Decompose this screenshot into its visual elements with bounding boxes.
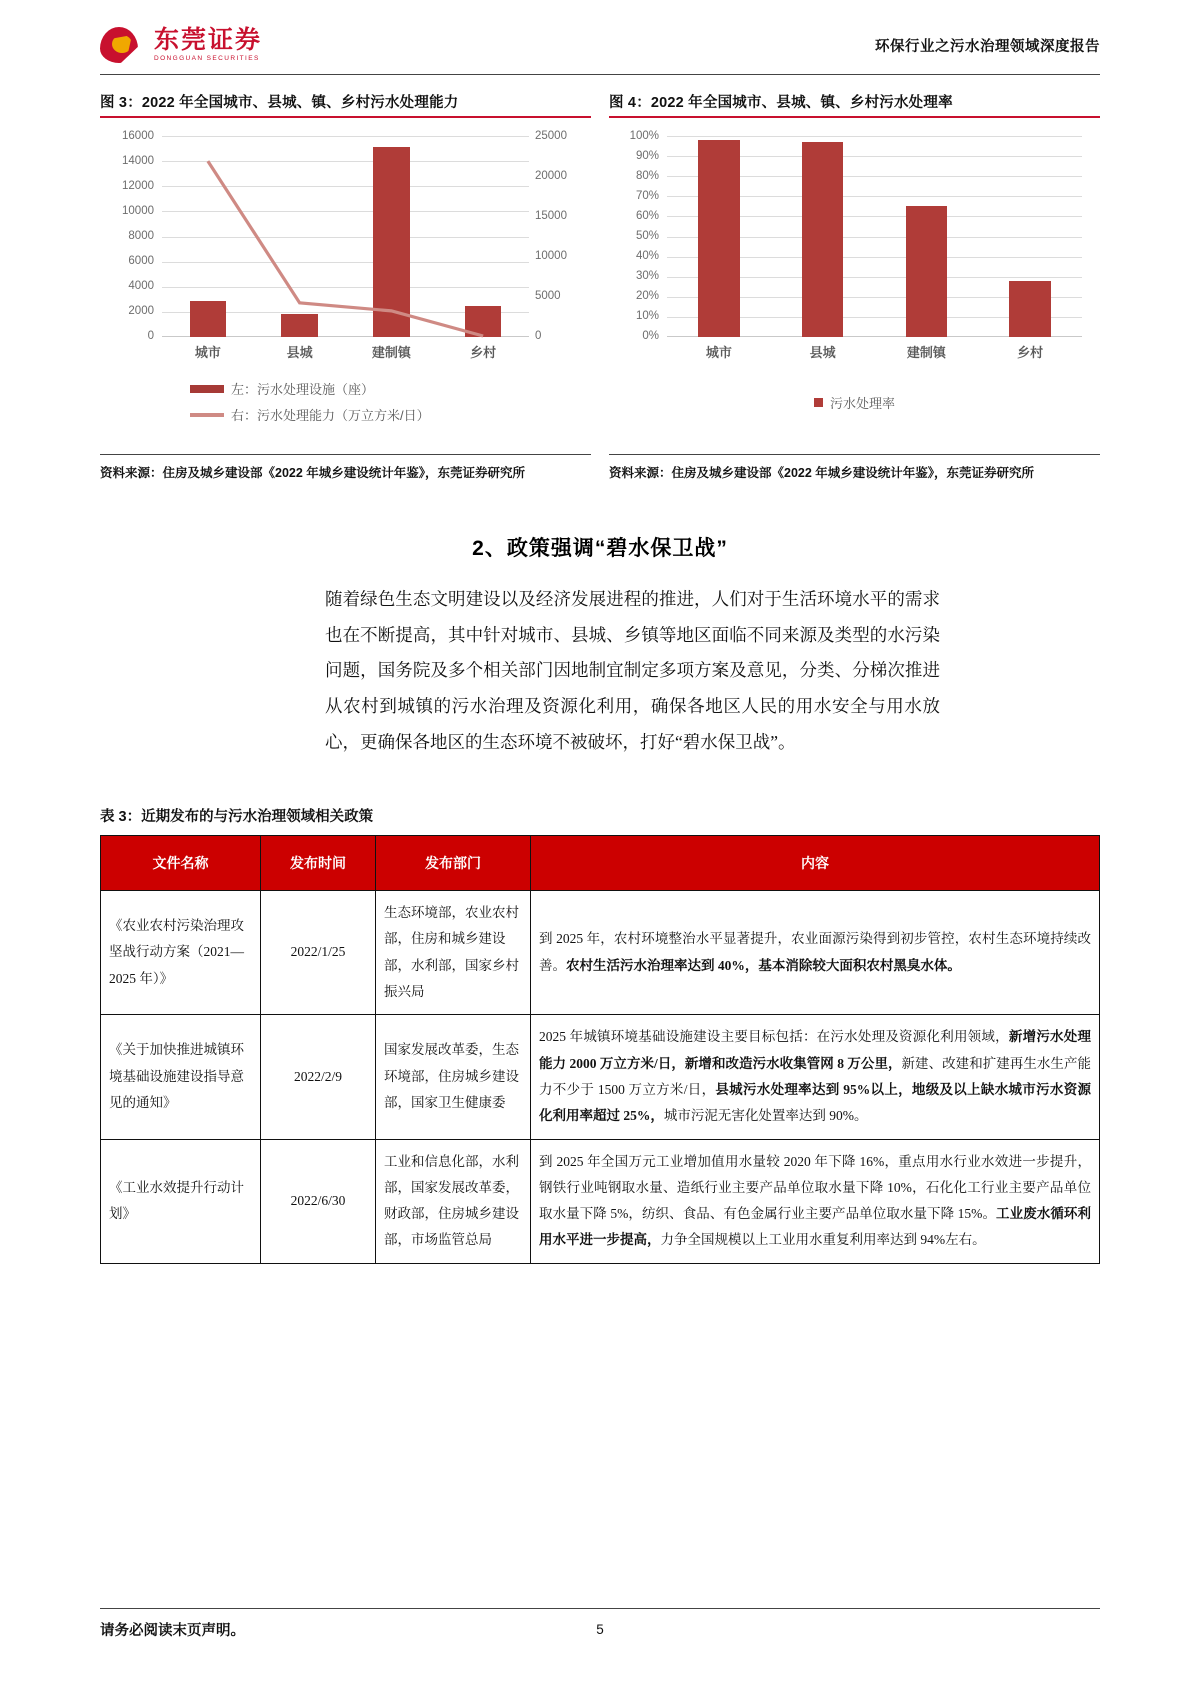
content-emphasis: 农村生活污水治理率达到 40%，基本消除较大面积农村黑臭水体。 bbox=[566, 957, 961, 973]
chart3-ytick: 12000 bbox=[122, 180, 154, 192]
col-header-date: 发布时间 bbox=[261, 836, 376, 891]
figure-3-body bbox=[100, 118, 591, 448]
legend-label: 污水处理率 bbox=[829, 396, 895, 411]
content-text: 到 2025 年，农村环境整治水平显著提升，农业面源污染得到初步管控，农村生态环境持续改善。 bbox=[539, 931, 1091, 973]
chart3-y2tick: 15000 bbox=[535, 210, 567, 222]
xtick-label: 城市 bbox=[705, 345, 732, 360]
chart3-plot bbox=[162, 136, 529, 337]
bar-城市 bbox=[698, 140, 740, 337]
chart3-y2tick: 25000 bbox=[535, 130, 567, 142]
legend-swatch-bar-icon bbox=[190, 385, 224, 393]
page-header bbox=[100, 0, 1100, 72]
chart-3 bbox=[104, 128, 587, 363]
legend-label: 左：污水处理设施（座） bbox=[231, 382, 375, 397]
table-row bbox=[101, 1015, 1100, 1139]
logo-name-en: DONGGUAN SECURITIES bbox=[154, 54, 260, 62]
chart3-y2tick: 0 bbox=[535, 330, 542, 342]
chart4-ytick: 10% bbox=[635, 310, 659, 322]
chart3-legend bbox=[104, 379, 587, 424]
content-text: 城市污泥无害化处置率达到 90%。 bbox=[663, 1108, 868, 1124]
col-header-name: 文件名称 bbox=[101, 836, 261, 891]
xtick-label: 乡村 bbox=[1017, 345, 1044, 360]
chart3-ytick: 10000 bbox=[122, 205, 154, 217]
section-heading: 2、政策强调“碧水保卫战” bbox=[472, 536, 728, 560]
xtick-label: 城市 bbox=[194, 345, 221, 360]
table-row bbox=[101, 1139, 1100, 1263]
cell-file-name: 《工业水效提升行动计划》 bbox=[101, 1139, 261, 1263]
logo-mark-icon bbox=[100, 25, 146, 65]
xtick-label: 县城 bbox=[809, 345, 836, 360]
cell-publish-date: 2022/2/9 bbox=[261, 1015, 376, 1139]
content-text: 2025 年城镇环境基础设施建设主要目标包括：在污水处理及资源化利用领域， bbox=[539, 1029, 1009, 1045]
page-number: 5 bbox=[596, 1622, 604, 1637]
table-row bbox=[101, 891, 1100, 1015]
chart3-y2tick: 10000 bbox=[535, 250, 567, 262]
chart4-ytick: 40% bbox=[635, 250, 659, 262]
chart-4 bbox=[613, 128, 1096, 363]
bar-乡村 bbox=[1009, 281, 1051, 337]
figure-4-body bbox=[609, 118, 1100, 448]
chart3-y2tick: 20000 bbox=[535, 170, 567, 182]
chart4-ytick: 50% bbox=[635, 230, 659, 242]
content-emphasis: 工业废水循环利用水平进一步提高， bbox=[539, 1206, 1091, 1248]
chart3-ytick: 8000 bbox=[128, 230, 154, 242]
chart3-ytick: 14000 bbox=[122, 155, 154, 167]
logo-name-cn: 东莞证券 bbox=[154, 26, 263, 54]
chart4-ytick: 70% bbox=[635, 190, 659, 202]
legend-item-facilities bbox=[190, 379, 374, 398]
content-emphasis: 县城污水处理率达到 95%以上，地级及以上缺水城市污水资源化利用率超过 25%， bbox=[539, 1081, 1091, 1124]
chart4-bars bbox=[667, 136, 1082, 337]
cell-publish-date: 2022/6/30 bbox=[261, 1139, 376, 1263]
col-header-dept: 发布部门 bbox=[376, 836, 531, 891]
figure-3-source: 资料来源：住房及城乡建设部《2022 年城乡建设统计年鉴》，东莞证券研究所 bbox=[100, 454, 591, 484]
footer-disclaimer: 请务必阅读末页声明。 bbox=[100, 1623, 245, 1639]
chart4-xaxis bbox=[667, 342, 1082, 361]
col-header-content: 内容 bbox=[531, 836, 1100, 891]
xtick-label: 建制镇 bbox=[906, 345, 946, 360]
legend-item-treatment-rate bbox=[814, 393, 895, 412]
xtick-label: 乡村 bbox=[470, 345, 497, 360]
chart3-line-series bbox=[162, 136, 529, 337]
figure-3 bbox=[100, 91, 591, 484]
chart4-plot bbox=[667, 136, 1082, 337]
chart3-ytick: 2000 bbox=[128, 305, 154, 317]
cell-content bbox=[531, 1015, 1100, 1139]
legend-swatch-square-icon bbox=[814, 398, 823, 407]
company-logo bbox=[100, 25, 262, 65]
cell-department: 工业和信息化部，水利部，国家发展改革委，财政部，住房城乡建设部，市场监管总局 bbox=[376, 1139, 531, 1263]
cell-department: 国家发展改革委，生态环境部，住房城乡建设部，国家卫生健康委 bbox=[376, 1015, 531, 1139]
legend-item-capacity bbox=[190, 405, 430, 424]
figure-row bbox=[100, 91, 1100, 484]
xtick-label: 县城 bbox=[286, 345, 313, 360]
figure-4-caption: 图 4：2022 年全国城市、县城、镇、乡村污水处理率 bbox=[609, 95, 953, 111]
cell-content bbox=[531, 1139, 1100, 1263]
table-header-row bbox=[101, 836, 1100, 891]
section-paragraph: 随着绿色生态文明建设以及经济发展进程的推进，人们对于生活环境水平的需求也在不断提高，其中针对城市、县城、乡镇等地区面临不同来源及类型的水污染问题，国务院及多个相关部门因地制宜制定多项方案及意见，分类、分梯次推进从农村到城镇的污水治理及资源化利用，确保各地区人民的用水安全与用水放心，更确保各地区的生态环境不被破坏，打好“碧水保卫战”。 bbox=[325, 588, 940, 753]
table-caption: 表 3：近期发布的与污水治理领域相关政策 bbox=[100, 809, 374, 825]
cell-file-name: 《关于加快推进城镇环境基础设施建设指导意见的通知》 bbox=[101, 1015, 261, 1139]
bar-建制镇 bbox=[906, 206, 948, 337]
chart4-ytick: 90% bbox=[635, 150, 659, 162]
cell-file-name: 《农业农村污染治理攻坚战行动方案（2021—2025 年）》 bbox=[101, 891, 261, 1015]
policy-table bbox=[100, 835, 1100, 1264]
chart4-ytick: 80% bbox=[635, 170, 659, 182]
content-emphasis: 新增污水处理能力 2000 万立方米/日，新增和改造污水收集管网 8 万公里， bbox=[539, 1029, 1092, 1071]
chart3-ytick: 0 bbox=[147, 330, 154, 342]
chart3-ytick: 6000 bbox=[128, 255, 154, 267]
chart4-ytick: 100% bbox=[629, 130, 659, 142]
chart3-xaxis bbox=[162, 342, 529, 361]
chart4-legend bbox=[613, 393, 1096, 412]
report-title: 环保行业之污水治理领域深度报告 bbox=[875, 38, 1100, 55]
cell-department: 生态环境部，农业农村部，住房和城乡建设部，水利部，国家乡村振兴局 bbox=[376, 891, 531, 1015]
legend-swatch-line-icon bbox=[190, 413, 224, 417]
figure-4 bbox=[609, 91, 1100, 484]
cell-publish-date: 2022/1/25 bbox=[261, 891, 376, 1015]
chart4-ytick: 20% bbox=[635, 290, 659, 302]
bar-县城 bbox=[802, 142, 844, 337]
cell-content bbox=[531, 891, 1100, 1015]
figure-4-source: 资料来源：住房及城乡建设部《2022 年城乡建设统计年鉴》，东莞证券研究所 bbox=[609, 454, 1100, 484]
figure-3-caption: 图 3：2022 年全国城市、县城、镇、乡村污水处理能力 bbox=[100, 95, 459, 111]
content-text: 力争全国规模以上工业用水重复利用率达到 94%左右。 bbox=[660, 1232, 986, 1248]
legend-label: 右：污水处理能力（万立方米/日） bbox=[231, 408, 430, 423]
content-text: 到 2025 年全国万元工业增加值用水量较 2020 年下降 16%，重点用水行业水效进一步提升，钢铁行业吨钢取水量、造纸行业主要产品单位取水量下降 10%，石化化工行业主要产品单位取水量下降 5%，纺织、食品、有色金属行业主要产品单位取水量下降 15%。 bbox=[539, 1153, 1091, 1222]
xtick-label: 建制镇 bbox=[371, 345, 411, 360]
chart4-ytick: 60% bbox=[635, 210, 659, 222]
content-text: 新建、改建和扩建再生水生产能力不少于 1500 万立方米/日， bbox=[539, 1055, 1091, 1097]
page-footer bbox=[100, 1608, 1100, 1640]
chart4-ytick: 30% bbox=[635, 270, 659, 282]
chart3-y2tick: 5000 bbox=[535, 290, 561, 302]
chart4-ytick: 0% bbox=[642, 330, 659, 342]
chart3-ytick: 4000 bbox=[128, 280, 154, 292]
chart3-ytick: 16000 bbox=[122, 130, 154, 142]
header-divider bbox=[100, 74, 1100, 75]
